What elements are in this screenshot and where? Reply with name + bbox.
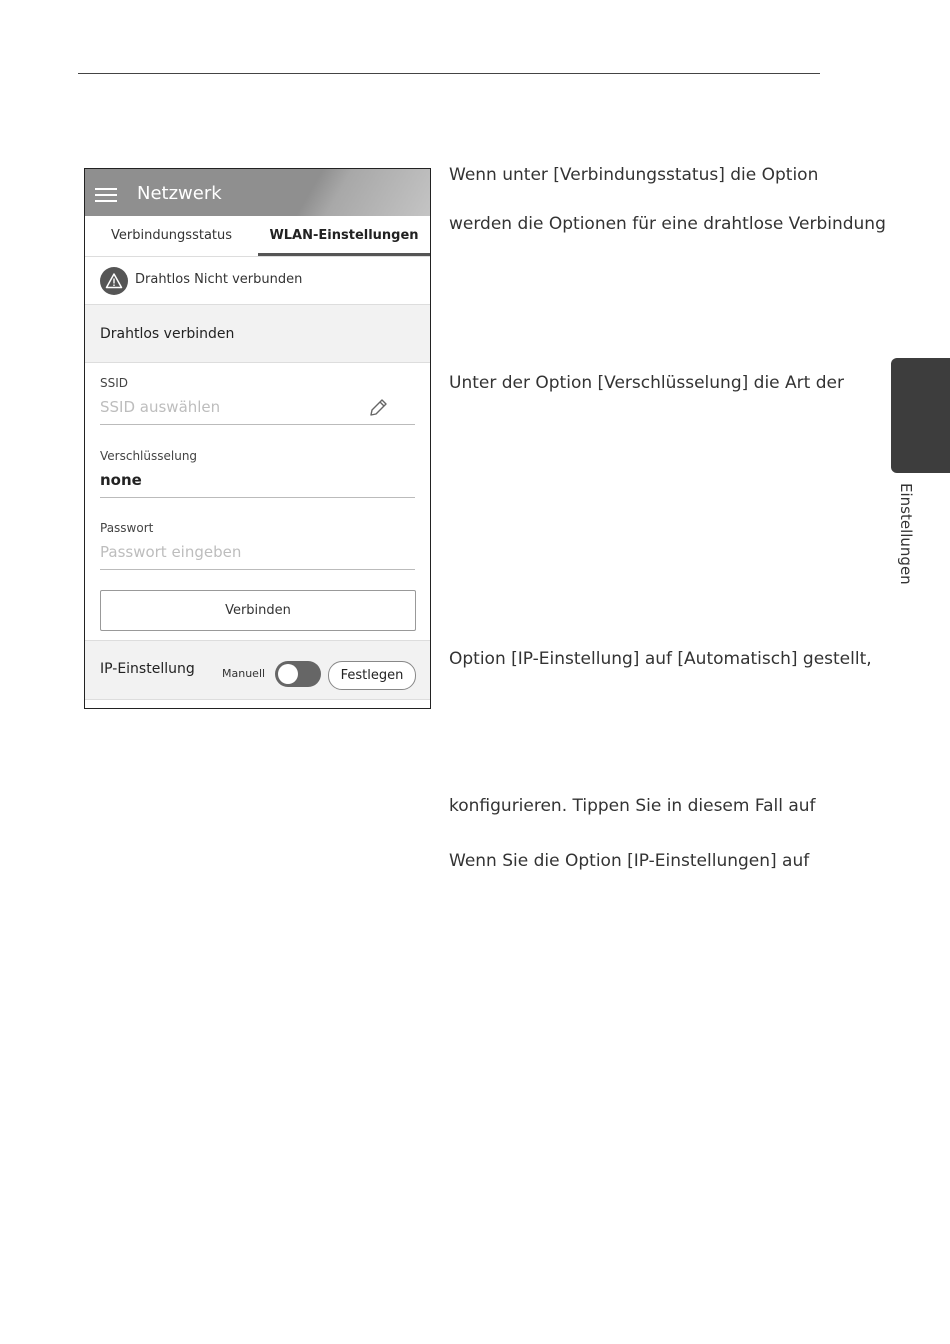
header-rule bbox=[78, 73, 820, 74]
password-field[interactable] bbox=[100, 521, 415, 570]
ip-setting-row bbox=[85, 640, 430, 700]
chapter-label: Einstellungen bbox=[897, 483, 915, 585]
paragraph-line: Option [IP-Einstellung] auf [Automatisch] gestellt, bbox=[449, 649, 872, 669]
toggle-knob bbox=[278, 664, 298, 684]
paragraph-line: konfigurieren. Tippen Sie in diesem Fall auf bbox=[449, 796, 816, 816]
paragraph-line: Wenn unter [Verbindungsstatus] die Option bbox=[449, 165, 819, 185]
ssid-label: SSID bbox=[100, 376, 129, 390]
ip-mode-toggle[interactable] bbox=[275, 661, 321, 687]
app-bar bbox=[85, 169, 430, 216]
set-button[interactable]: Festlegen bbox=[328, 661, 416, 690]
password-label: Passwort bbox=[100, 521, 154, 535]
pencil-icon[interactable] bbox=[367, 397, 389, 419]
tab-verbindungsstatus[interactable]: Verbindungsstatus bbox=[110, 228, 233, 243]
paragraph-line: werden die Optionen für eine drahtlose Verbindung bbox=[449, 214, 886, 234]
encryption-label: Verschlüsselung bbox=[100, 449, 198, 463]
app-screenshot bbox=[84, 168, 431, 709]
ssid-field[interactable] bbox=[100, 376, 415, 425]
paragraph-line: Unter der Option [Verschlüsselung] die Art der bbox=[449, 373, 844, 393]
tab-wlan-einstellungen[interactable]: WLAN-Einstellungen bbox=[258, 216, 430, 256]
warning-icon bbox=[100, 267, 128, 295]
encryption-field[interactable] bbox=[100, 449, 415, 498]
chapter-tab bbox=[891, 358, 950, 473]
tab-bar bbox=[85, 216, 430, 257]
ip-mode-label: Manuell bbox=[222, 667, 266, 680]
menu-icon[interactable] bbox=[95, 188, 117, 202]
status-text: Drahtlos Nicht verbunden bbox=[135, 272, 303, 287]
app-title: Netzwerk bbox=[137, 183, 222, 204]
ip-setting-label: IP-Einstellung bbox=[100, 661, 195, 677]
connect-button[interactable]: Verbinden bbox=[100, 590, 416, 631]
paragraph-line: Wenn Sie die Option [IP-Einstellungen] auf bbox=[449, 851, 810, 871]
ssid-placeholder[interactable]: SSID auswählen bbox=[100, 398, 221, 416]
encryption-value[interactable]: none bbox=[100, 471, 142, 489]
connection-status-row bbox=[85, 257, 430, 305]
section-title-label: Drahtlos verbinden bbox=[100, 326, 235, 342]
password-placeholder[interactable]: Passwort eingeben bbox=[100, 543, 242, 561]
section-title bbox=[85, 305, 430, 363]
